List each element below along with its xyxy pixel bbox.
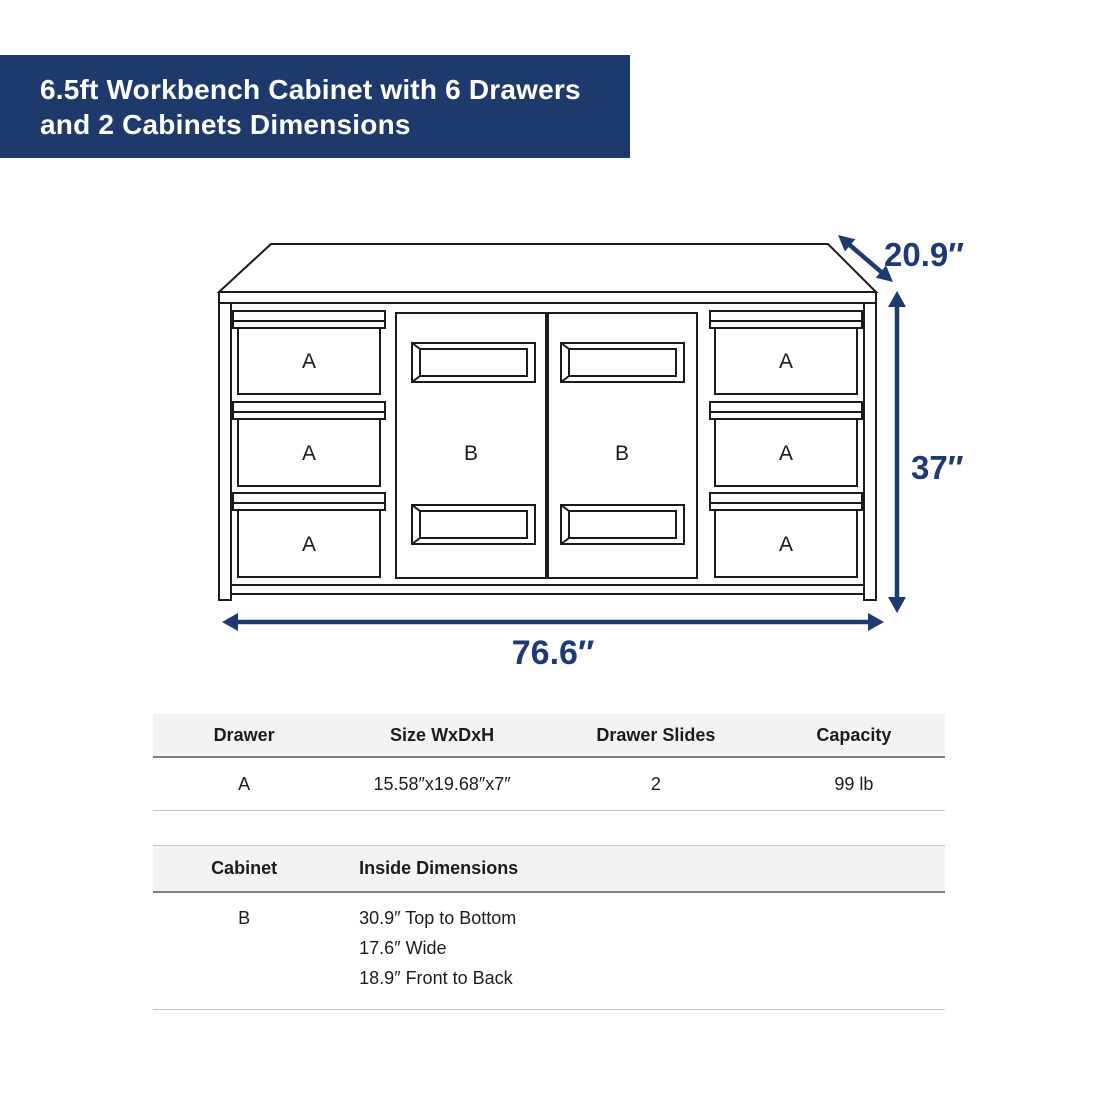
drawer-label: A [301, 533, 317, 556]
cabinet-right-leg [864, 303, 876, 600]
width-dimension-arrow [222, 613, 884, 672]
width-dimension-label: 76.6″ [511, 634, 595, 672]
cabinet-top-slab [219, 292, 876, 303]
cabinet-table-row [153, 892, 945, 1010]
cabinet-dimension-line: 17.6″ Wide [359, 938, 447, 958]
cabinet-top-surface [219, 244, 876, 292]
drawer-left-1 [233, 311, 385, 394]
depth-dimension-label: 20.9″ [884, 236, 965, 273]
drawer-table-row [153, 757, 945, 811]
cabinet-door-right [548, 313, 697, 578]
cabinet-drawing [219, 244, 876, 600]
cabinet-table-header-cabinet: Cabinet [153, 846, 335, 893]
drawer-size-cell: 15.58″x19.68″x7″ [335, 757, 549, 811]
drawer-right-2 [710, 402, 862, 486]
title-line-2: and 2 Cabinets Dimensions [40, 108, 411, 140]
drawer-table-header-slides: Drawer Slides [549, 714, 763, 757]
drawer-id-cell: A [153, 757, 335, 811]
title-line-1: 6.5ft Workbench Cabinet with 6 Drawers [40, 73, 581, 105]
drawer-right-3 [710, 493, 862, 577]
drawer-label: A [301, 442, 317, 465]
drawer-spec-table [153, 714, 945, 811]
drawer-label: A [301, 350, 317, 373]
drawer-label: A [778, 533, 794, 556]
cabinet-id-cell: B [153, 892, 335, 1010]
cabinet-dimensions-cell [335, 892, 945, 1010]
drawer-table-header-size: Size WxDxH [335, 714, 549, 757]
drawer-table-header-drawer: Drawer [153, 714, 335, 757]
cabinet-door-left [396, 313, 546, 578]
cabinet-left-leg [219, 303, 231, 600]
drawer-label: A [778, 350, 794, 373]
cabinet-label: B [614, 442, 630, 465]
cabinet-table-header-dimensions: Inside Dimensions [335, 846, 945, 893]
drawer-left-3 [233, 493, 385, 577]
drawer-left-2 [233, 402, 385, 486]
cabinet-dimension-line: 18.9″ Front to Back [359, 968, 513, 988]
drawer-label: A [778, 442, 794, 465]
cabinet-table-header-row [153, 846, 945, 893]
cabinet-label: B [463, 442, 479, 465]
height-dimension-arrow [888, 291, 964, 613]
cabinet-spec-table [153, 845, 945, 1010]
drawer-slides-cell: 2 [549, 757, 763, 811]
drawer-right-1 [710, 311, 862, 394]
drawer-table-header-capacity: Capacity [763, 714, 945, 757]
spec-tables [153, 714, 945, 1010]
cabinet-dimension-line: 30.9″ Top to Bottom [359, 908, 517, 928]
drawer-table-header-row [153, 714, 945, 757]
cabinet-bottom-rail [231, 585, 864, 594]
height-dimension-label: 37″ [911, 449, 964, 486]
drawer-capacity-cell: 99 lb [763, 757, 945, 811]
